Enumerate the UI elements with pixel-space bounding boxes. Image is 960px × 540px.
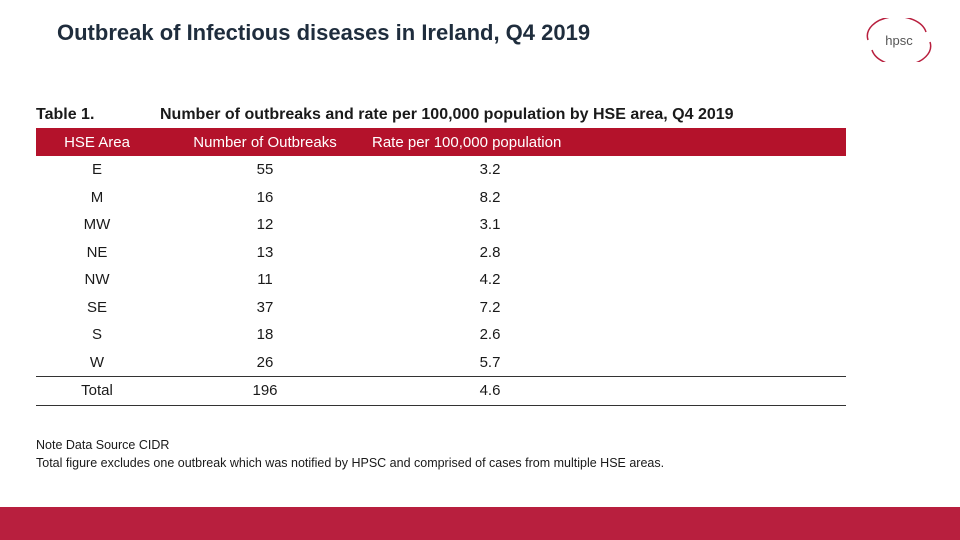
cell-number: 37 [256, 298, 274, 316]
header-filler [608, 128, 846, 156]
table-row [36, 156, 846, 184]
table-row [36, 266, 846, 294]
footer-band [0, 507, 960, 540]
cell-number: 12 [256, 216, 274, 234]
total-rate: 4.6 [372, 377, 608, 406]
table-label: Table 1. [36, 106, 95, 123]
note-total-exclusion: Total figure excludes one outbreak which was notified by HPSC and comprised of cases from multiple HSE areas. [36, 456, 665, 470]
cell-number: 13 [256, 243, 274, 261]
table-row [36, 239, 846, 267]
total-label: Total [36, 377, 158, 406]
table-total-row [36, 377, 846, 406]
cell-hse-area: W [89, 353, 105, 371]
notes [36, 436, 664, 472]
column-header-rate: Rate per 100,000 population [372, 128, 608, 156]
note-source: Note Data Source CIDR [36, 438, 170, 452]
cell-number: 26 [256, 353, 274, 371]
cell-rate: 3.2 [479, 161, 501, 179]
table-row [36, 184, 846, 212]
cell-rate: 2.8 [479, 243, 501, 261]
cell-rate: 4.2 [479, 271, 501, 289]
page-title: Outbreak of Infectious diseases in Ireland, Q4 2019 [57, 20, 591, 45]
hpsc-logo [862, 18, 936, 62]
cell-rate: 3.1 [479, 216, 501, 234]
cell-number: 11 [257, 271, 273, 289]
cell-hse-area: NE [86, 243, 108, 261]
table-row [36, 211, 846, 239]
cell-rate: 7.2 [479, 298, 501, 316]
cell-number: 18 [256, 326, 274, 344]
column-header-number-of-outbreaks: Number of Outbreaks [158, 128, 372, 156]
cell-hse-area: NW [84, 271, 110, 289]
cell-hse-area: M [90, 188, 104, 206]
column-header-hse-area: HSE Area [36, 128, 158, 156]
cell-hse-area: E [91, 161, 102, 179]
table-header-row [36, 128, 846, 156]
cell-number: 16 [256, 188, 274, 206]
outbreaks-table [36, 128, 846, 406]
table-row [36, 294, 846, 322]
cell-hse-area: S [91, 326, 102, 344]
cell-rate: 2.6 [479, 326, 501, 344]
cell-hse-area: SE [86, 298, 107, 316]
cell-hse-area: MW [83, 216, 111, 234]
table-caption: Number of outbreaks and rate per 100,000 population by HSE area, Q4 2019 [160, 106, 734, 123]
logo-text: hpsc [885, 33, 913, 48]
total-number: 196 [158, 377, 372, 406]
cell-number: 55 [256, 161, 274, 179]
cell-rate: 5.7 [479, 353, 501, 371]
table-row [36, 321, 846, 349]
table-row [36, 349, 846, 377]
cell-rate: 8.2 [479, 188, 501, 206]
